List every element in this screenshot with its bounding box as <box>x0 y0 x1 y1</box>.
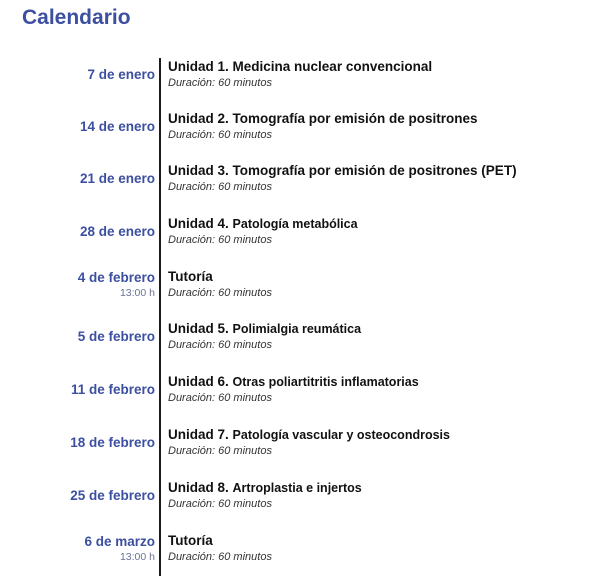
session-row <box>0 262 610 314</box>
session-row <box>0 104 610 156</box>
session-row <box>0 209 610 261</box>
session-date <box>80 156 155 202</box>
session-unit: Unidad 8. <box>168 480 229 495</box>
session-date <box>87 52 155 98</box>
session-duration: Duración: 60 minutos <box>168 129 272 141</box>
session-topic: Medicina nuclear convencional <box>232 59 433 74</box>
session-unit: Unidad 7. <box>168 427 229 442</box>
session-date-label: 18 de febrero <box>70 435 155 450</box>
session-duration: Duración: 60 minutos <box>168 445 272 457</box>
session-topic: Tomografía por emisión de positrones (PET) <box>232 163 517 178</box>
session-unit: Unidad 6. <box>168 374 229 389</box>
session-topic: Polimialgia reumática <box>232 322 362 336</box>
session-date <box>70 420 155 466</box>
session-unit: Unidad 2. <box>168 111 229 126</box>
session-row <box>0 367 610 419</box>
session-content <box>168 58 598 90</box>
session-row <box>0 526 610 578</box>
session-title <box>168 426 598 444</box>
session-duration: Duración: 60 minutos <box>168 287 272 299</box>
session-content <box>168 215 598 247</box>
session-content <box>168 110 598 142</box>
session-row <box>0 156 610 208</box>
session-duration: Duración: 60 minutos <box>168 234 272 246</box>
session-duration: Duración: 60 minutos <box>168 498 272 510</box>
session-unit: Unidad 1. <box>168 59 229 74</box>
session-date <box>71 367 155 413</box>
session-title <box>168 268 598 286</box>
session-unit: Tutoría <box>168 269 213 284</box>
session-date <box>78 262 155 308</box>
session-duration: Duración: 60 minutos <box>168 392 272 404</box>
session-date-label: 25 de febrero <box>70 488 155 503</box>
session-unit: Unidad 5. <box>168 321 229 336</box>
session-title <box>168 320 598 338</box>
session-duration: Duración: 60 minutos <box>168 339 272 351</box>
session-date <box>80 209 155 255</box>
session-title <box>168 110 598 128</box>
session-duration: Duración: 60 minutos <box>168 77 272 89</box>
session-time: 13:00 h <box>119 287 155 299</box>
session-topic: Otras poliartitritis inflamatorias <box>232 375 419 389</box>
session-topic: Patología metabólica <box>232 217 358 231</box>
session-topic: Artroplastia e injertos <box>232 481 362 495</box>
session-duration: Duración: 60 minutos <box>168 551 272 563</box>
session-date <box>84 526 155 572</box>
session-unit: Unidad 3. <box>168 163 229 178</box>
session-content <box>168 268 598 300</box>
page-title: Calendario <box>22 6 131 29</box>
session-date-label: 7 de enero <box>87 67 155 82</box>
session-title <box>168 479 598 497</box>
session-title <box>168 215 598 233</box>
session-date-label: 5 de febrero <box>77 329 155 344</box>
session-title <box>168 373 598 391</box>
session-row <box>0 314 610 366</box>
session-date <box>78 314 155 360</box>
session-topic: Tomografía por emisión de positrones <box>232 111 478 126</box>
session-content <box>168 162 598 194</box>
session-topic: Patología vascular y osteocondrosis <box>232 428 450 442</box>
session-duration: Duración: 60 minutos <box>168 181 272 193</box>
session-date <box>80 104 155 150</box>
session-date-label: 4 de febrero <box>77 270 155 285</box>
session-title <box>168 162 598 180</box>
session-content <box>168 373 598 405</box>
session-title <box>168 58 598 76</box>
session-date-label: 6 de marzo <box>84 534 155 549</box>
session-row <box>0 52 610 104</box>
session-unit: Tutoría <box>168 533 213 548</box>
session-date-label: 11 de febrero <box>70 382 155 397</box>
session-row <box>0 420 610 472</box>
session-title <box>168 532 598 550</box>
session-date-label: 14 de enero <box>79 119 155 134</box>
session-row <box>0 473 610 525</box>
session-content <box>168 479 598 511</box>
session-content <box>168 426 598 458</box>
calendar-timeline <box>0 52 610 576</box>
session-content <box>168 320 598 352</box>
session-date-label: 28 de enero <box>79 224 155 239</box>
session-time: 13:00 h <box>119 551 155 563</box>
session-content <box>168 532 598 564</box>
session-date-label: 21 de enero <box>79 171 155 186</box>
session-unit: Unidad 4. <box>168 216 229 231</box>
session-date <box>70 473 155 519</box>
